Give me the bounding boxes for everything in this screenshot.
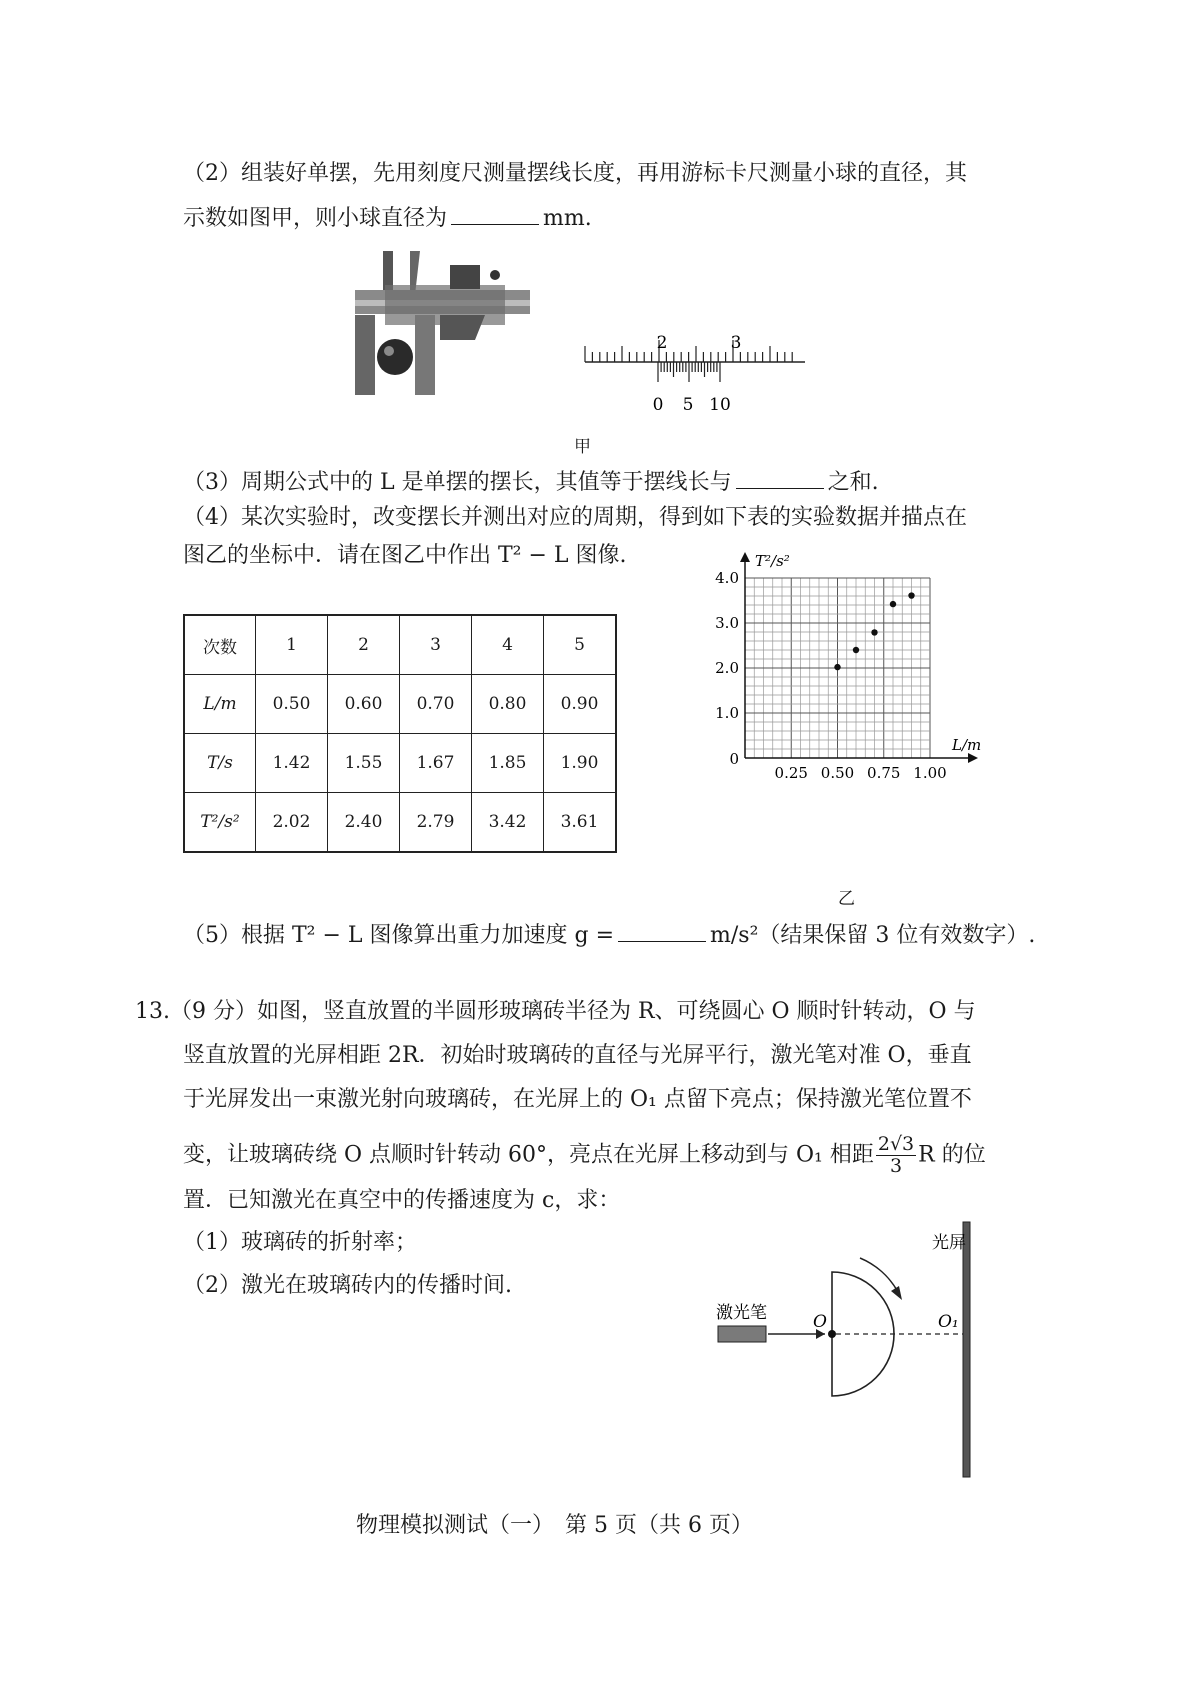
table-row <box>184 793 616 853</box>
x-tick-label: 1.00 <box>913 764 947 782</box>
table-cell: T²/s² <box>184 793 256 853</box>
caliper-figure <box>355 245 535 425</box>
table-cell: 2 <box>328 615 400 675</box>
data-point <box>853 647 859 653</box>
laser-pen <box>718 1326 766 1342</box>
x-tick-label: 0.75 <box>867 764 901 782</box>
table-row <box>184 615 616 675</box>
x-axis-label: L/m <box>952 736 982 754</box>
laser-label: 激光笔 <box>716 1303 767 1323</box>
table-cell: 2.02 <box>256 793 328 853</box>
y-axis-label: T²/s² <box>755 552 790 570</box>
q3-text-end: 之和. <box>827 470 879 495</box>
q3-text: （3）周期公式中的 L 是单摆的摆长，其值等于摆线长与 <box>183 470 732 495</box>
figure-caption-jia: 甲 <box>574 437 591 457</box>
q2-line2-text: 示数如图甲，则小球直径为 <box>183 206 448 231</box>
table-cell: 5 <box>544 615 617 675</box>
table-cell: 次数 <box>184 615 256 675</box>
screen-label: 光屏 <box>932 1233 966 1253</box>
y-tick-label: 1.0 <box>715 704 739 722</box>
y-tick-label: 4.0 <box>715 569 739 587</box>
vernier-tick-marks <box>585 340 792 382</box>
table-cell: 0.90 <box>544 675 617 734</box>
table-cell: 1.42 <box>256 734 328 793</box>
table-row <box>184 675 616 734</box>
chart-labels <box>715 552 981 782</box>
table-row <box>184 734 616 793</box>
table-cell: 0.50 <box>256 675 328 734</box>
data-table <box>183 614 617 853</box>
o1-label: O₁ <box>938 1312 959 1332</box>
origin-label: 0 <box>729 750 739 768</box>
t2-l-chart <box>690 552 1000 840</box>
table-cell: 3.42 <box>472 793 544 853</box>
light-screen <box>963 1222 970 1477</box>
p13-line4 <box>183 1134 986 1177</box>
data-point <box>834 664 840 670</box>
table-cell: 0.70 <box>400 675 472 734</box>
page-footer: 物理模拟测试（一） 第 5 页（共 6 页） <box>356 1513 753 1538</box>
q2-line1: （2）组装好单摆，先用刻度尺测量摆线长度，再用游标卡尺测量小球的直径，其 <box>183 161 967 186</box>
table-cell: 0.80 <box>472 675 544 734</box>
table-cell: 1.55 <box>328 734 400 793</box>
o-label: O <box>813 1312 827 1332</box>
data-point <box>871 629 877 635</box>
fraction-numerator: 2√3 <box>877 1133 915 1155</box>
fraction-2sqrt3-over-3 <box>876 1134 916 1177</box>
q5-answer-blank[interactable] <box>618 923 706 942</box>
p13-sub1: （1）玻璃砖的折射率； <box>183 1230 417 1255</box>
q4-line2: 图乙的坐标中．请在图乙中作出 T² − L 图像. <box>183 543 627 568</box>
rotation-arrow-icon <box>891 1286 902 1300</box>
vernier-tick-label: 5 <box>682 395 694 415</box>
table-cell: T/s <box>184 734 256 793</box>
q4-line1: （4）某次实验时，改变摆长并测出对应的周期，得到如下表的实验数据并描点在 <box>183 505 967 530</box>
main-tick-label: 2 <box>656 333 668 353</box>
q3-line <box>183 470 879 494</box>
p13-line1: 13.（9 分）如图，竖直放置的半圆形玻璃砖半径为 R、可绕圆心 O 顺时针转动，O 与 <box>135 999 976 1024</box>
q2-answer-blank[interactable] <box>451 206 539 225</box>
fraction-denominator: 3 <box>889 1154 903 1177</box>
table-cell: 2.79 <box>400 793 472 853</box>
table-cell: 1 <box>256 615 328 675</box>
vernier-scale <box>560 320 820 420</box>
p13-sub2: （2）激光在玻璃砖内的传播时间. <box>183 1273 512 1298</box>
table-cell: 1.85 <box>472 734 544 793</box>
data-point <box>908 592 914 598</box>
table-cell: L/m <box>184 675 256 734</box>
q3-answer-blank[interactable] <box>736 470 824 489</box>
table-cell: 2.40 <box>328 793 400 853</box>
table-cell: 3.61 <box>544 793 617 853</box>
q5-text: （5）根据 T² − L 图像算出重力加速度 g = <box>183 923 615 948</box>
q2-line2 <box>183 206 592 230</box>
p13-line2: 竖直放置的光屏相距 2R．初始时玻璃砖的直径与光屏平行，激光笔对准 O，垂直 <box>183 1043 972 1068</box>
table-cell: 1.67 <box>400 734 472 793</box>
p13-line5: 置．已知激光在真空中的传播速度为 c，求： <box>183 1188 621 1213</box>
q5-text-end: m/s²（结果保留 3 位有效数字）. <box>710 923 1036 948</box>
main-tick-label: 3 <box>730 333 742 353</box>
table-cell: 3 <box>400 615 472 675</box>
table-cell: 0.60 <box>328 675 400 734</box>
data-point <box>890 601 896 607</box>
x-tick-label: 0.50 <box>820 764 855 782</box>
center-point-o <box>828 1330 836 1338</box>
q2-unit: mm. <box>543 206 592 231</box>
table-cell: 1.90 <box>544 734 617 793</box>
table-cell: 4 <box>472 615 544 675</box>
p13-line4-text-end: R 的位 <box>918 1142 986 1168</box>
vernier-tick-label: 10 <box>709 395 731 415</box>
y-tick-label: 2.0 <box>715 659 739 677</box>
y-tick-label: 3.0 <box>715 614 739 632</box>
vernier-tick-label: 0 <box>652 395 664 415</box>
p13-line3: 于光屏发出一束激光射向玻璃砖，在光屏上的 O₁ 点留下亮点；保持激光笔位置不 <box>183 1087 972 1112</box>
optics-figure <box>700 1210 1000 1480</box>
x-axis-arrow-icon <box>968 753 978 763</box>
figure-caption-yi: 乙 <box>838 889 855 909</box>
p13-line4-text: 变，让玻璃砖绕 O 点顺时针转动 60°，亮点在光屏上移动到与 O₁ 相距 <box>183 1142 874 1168</box>
q5-line <box>183 923 1035 947</box>
y-axis-arrow-icon <box>740 552 750 562</box>
x-tick-label: 0.25 <box>774 764 808 782</box>
